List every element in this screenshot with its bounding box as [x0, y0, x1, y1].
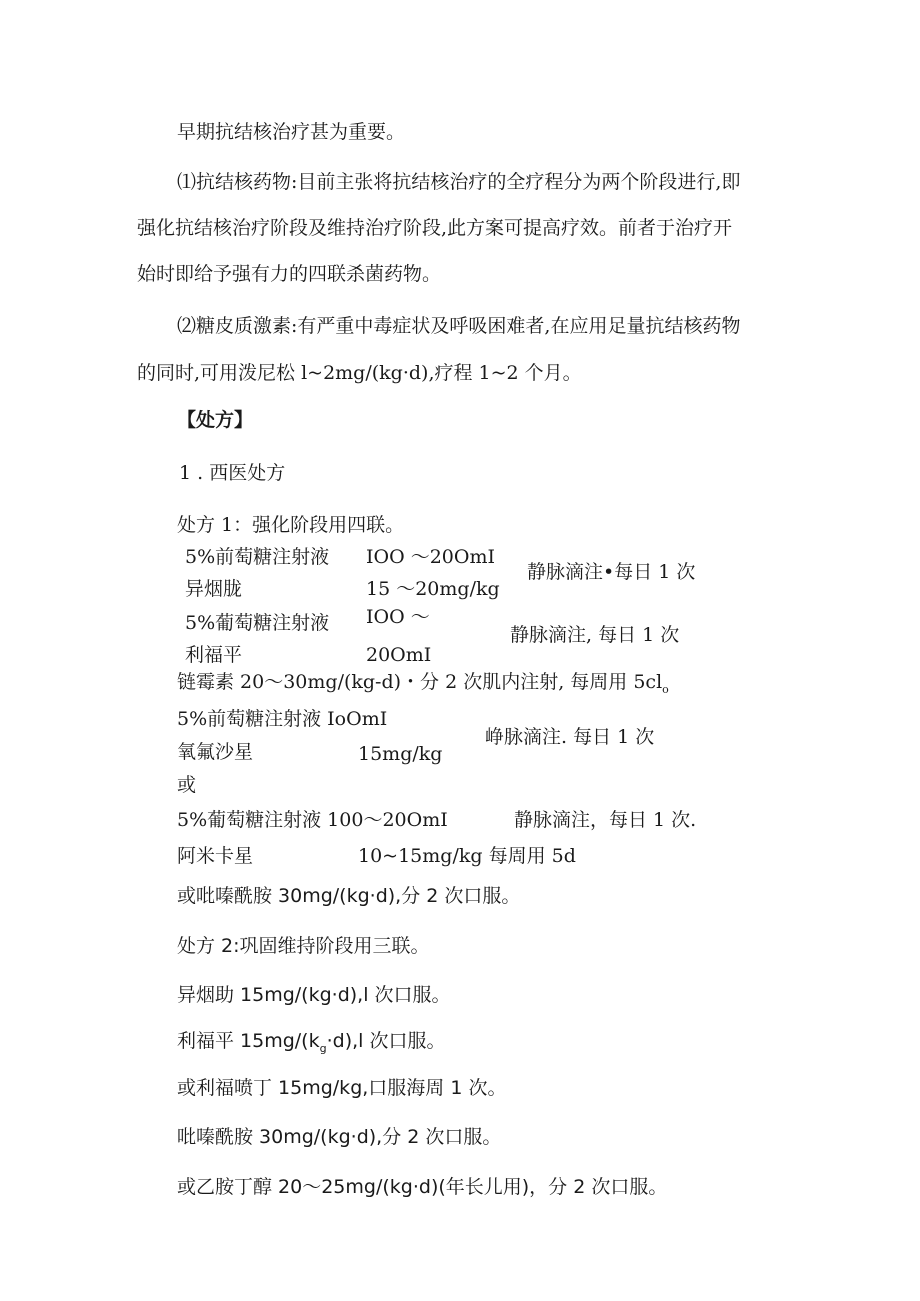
paragraph-drugs-line1: ⑴抗结核药物:目前主张将抗结核治疗的全疗程分为两个阶段进行,即 [177, 171, 741, 193]
rx1-row8-dose: 10~15mg∕kg 每周用 5d [358, 845, 576, 867]
rx2-rifampicin-sub: g [319, 1041, 327, 1055]
rx1-group2-usage: 静脉滴注, 每日 1 次 [510, 624, 680, 646]
rx2-isoniazid: 异烟助 15mg∕(kg·d),l 次口服。 [177, 984, 451, 1006]
rx1-row4-drug: 利福平 [185, 644, 243, 666]
rx1-streptomycin-text: 链霉素 20～30mg∕(kg-d)・分 2 次肌内注射, 每周用 5cl [177, 671, 663, 693]
rx1-row1-dose: IOO ～20OmI [366, 546, 495, 568]
rx1-row7-drug: 5%葡萄糖注射液 100～20OmI [177, 809, 448, 831]
rx1-row3-drug: 5%葡萄糖注射液 [185, 612, 330, 634]
heading-western-prescription: 1 . 西医处方 [179, 462, 286, 484]
rx2-pyrazinamide: 吡嗪酰胺 30mg∕(kg·d),分 2 次口服。 [177, 1126, 502, 1148]
rx1-or: 或 [177, 774, 197, 796]
heading-prescription: 【处方】 [177, 409, 254, 431]
rx1-group4-usage: 静脉滴注，每日 1 次. [514, 809, 697, 831]
rx2-rifampicin [177, 1029, 445, 1061]
rx1-row2-dose: 15 ～20mg∕kg [366, 578, 500, 600]
rx1-row4-dose: 20OmI [366, 644, 432, 666]
rx1-title: 处方 1：强化阶段用四联。 [177, 514, 405, 536]
rx1-row3-dose: IOO ～ [366, 606, 430, 628]
paragraph-drugs-line3: 始时即给予强有力的四联杀菌药物。 [137, 263, 442, 285]
rx1-row6-drug: 氧氟沙星 [177, 741, 254, 763]
rx1-streptomycin [177, 670, 669, 702]
rx1-row8-drug: 阿米卡星 [177, 845, 254, 867]
paragraph-intro: 早期抗结核治疗甚为重要。 [177, 121, 406, 143]
paragraph-steroid-line2: 的同时,可用泼尼松 l~2mg∕(kg·d),疗程 1~2 个月。 [137, 362, 582, 384]
rx1-row5-drug: 5%前萄糖注射液 IoOmI [177, 708, 388, 730]
rx2-title: 处方 2:巩固维持阶段用三联。 [177, 935, 430, 957]
rx2-rifampicin-text-a: 利福平 15mg∕(k [177, 1030, 320, 1052]
rx2-rifapentine-alt: 或利福喷丁 15mg∕kg,口服海周 1 次。 [177, 1077, 507, 1099]
rx2-ethambutol-alt: 或乙胺丁醇 20～25mg∕(kg·d)(年长儿用)，分 2 次口服。 [177, 1176, 668, 1198]
rx1-row1-drug: 5%前萄糖注射液 [185, 546, 330, 568]
rx1-streptomycin-sub: o [662, 682, 669, 696]
rx1-group1-usage: 静脉滴注•每日 1 次 [527, 561, 696, 583]
rx2-rifampicin-text-b: ·d),l 次口服。 [326, 1030, 446, 1052]
rx1-row6-dose: 15mg∕kg [358, 743, 443, 765]
paragraph-steroid-line1: ⑵糖皮质激素:有严重中毒症状及呼吸困难者,在应用足量抗结核药物 [177, 315, 741, 337]
rx1-group3-usage: 峥脉滴注. 每日 1 次 [485, 726, 655, 748]
rx1-row2-drug: 异烟胧 [185, 578, 243, 600]
rx1-pyrazinamide-alt: 或吡嗪酰胺 30mg∕(kg·d),分 2 次口服。 [177, 885, 521, 907]
paragraph-drugs-line2: 强化抗结核治疗阶段及维持治疗阶段,此方案可提高疗效。前者于治疗开 [137, 217, 733, 239]
